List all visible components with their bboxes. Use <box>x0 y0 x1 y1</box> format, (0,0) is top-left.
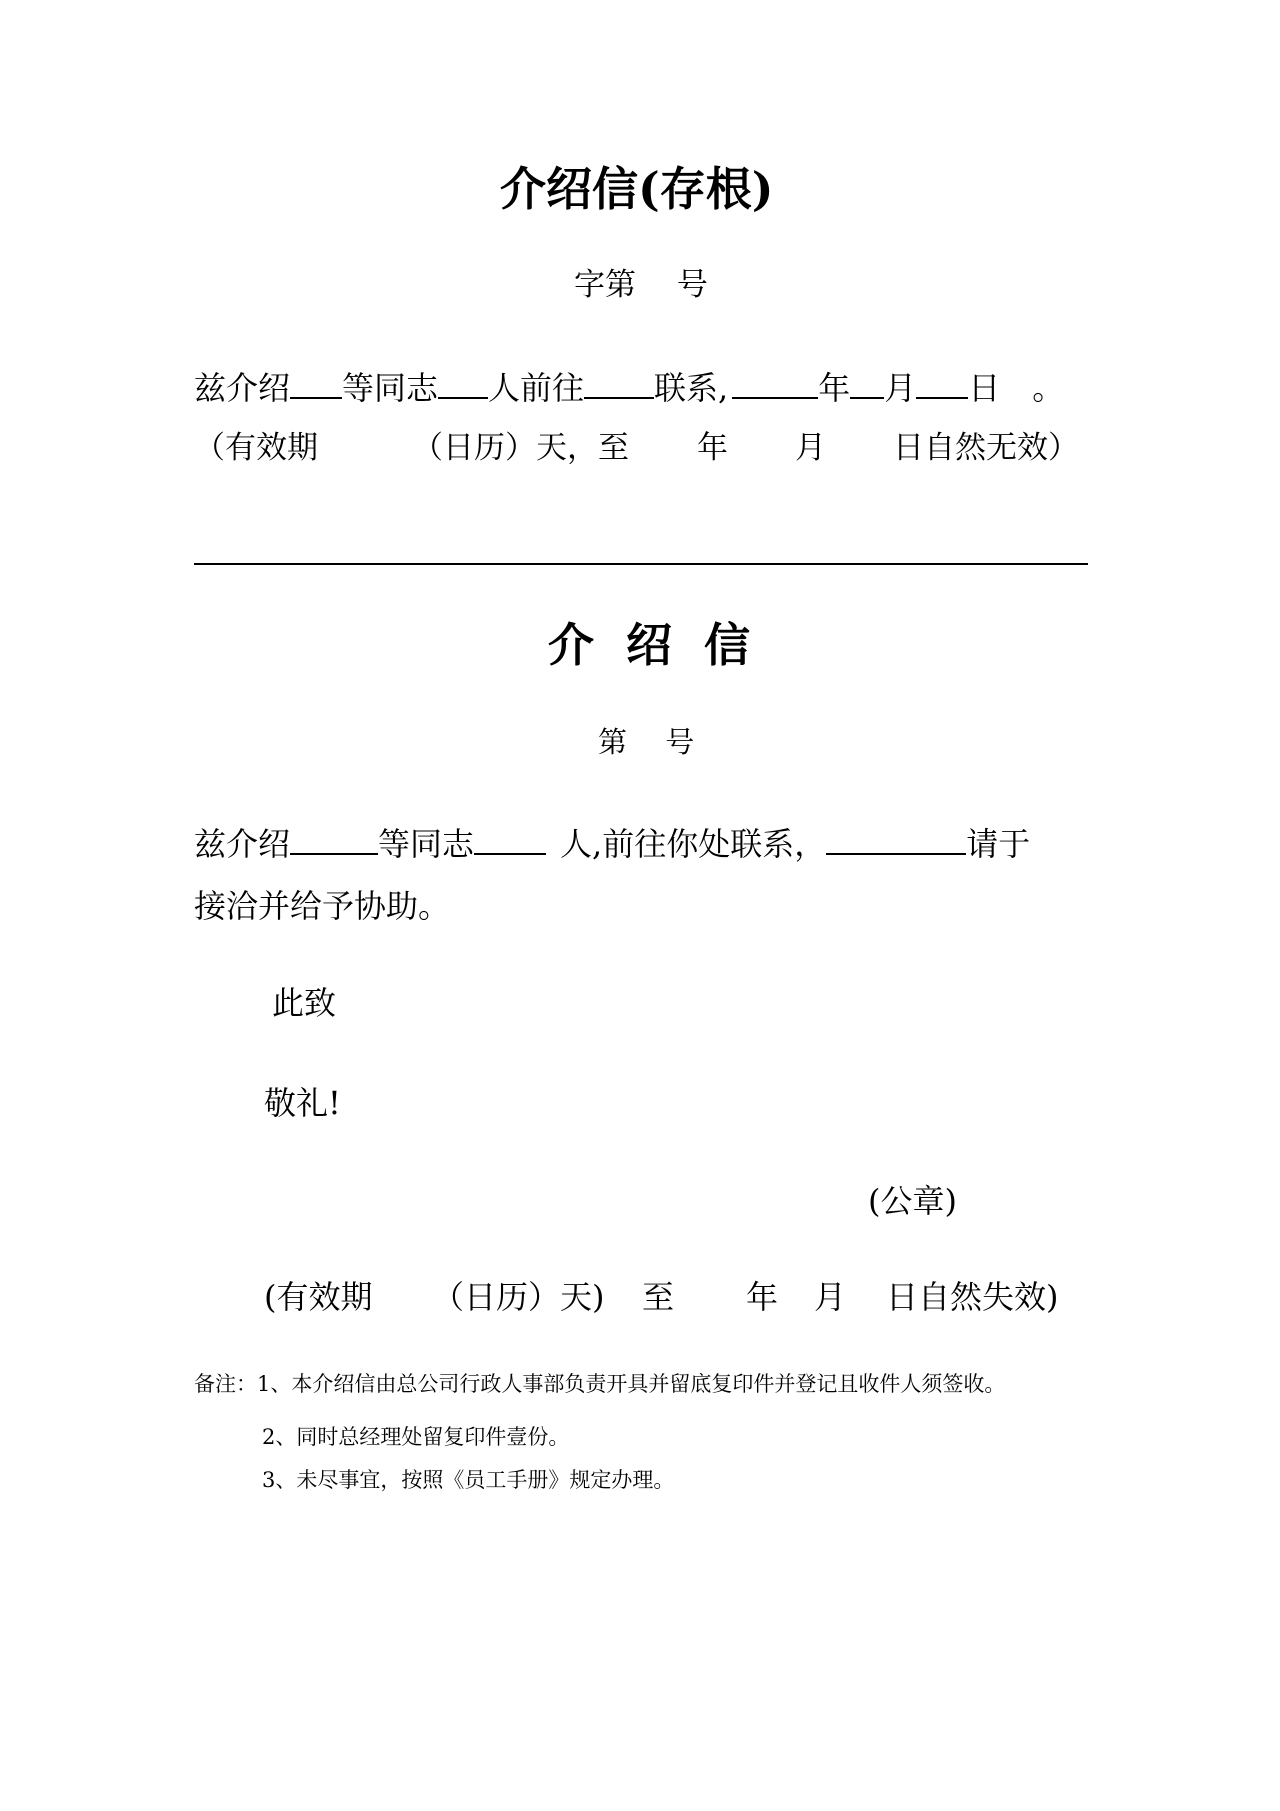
stub-comrade-text: 等同志 <box>342 369 439 407</box>
letter-salutation: 此致 <box>272 984 337 1022</box>
stub-day-text: 日 。 <box>968 369 1065 407</box>
stub-validity-5: 日自然无效） <box>893 430 1079 466</box>
stub-intro-text: 兹介绍 <box>194 369 291 407</box>
letter-contact-text: 人,前往你处联系， <box>560 825 827 863</box>
stub-validity-4: 月 <box>795 430 826 466</box>
stub-go-text: 人前往 <box>488 369 585 407</box>
letter-closing: 敬礼! <box>264 1084 341 1122</box>
stub-blank-place <box>584 367 654 399</box>
stub-blank-month <box>850 367 884 399</box>
letter-blank-name <box>290 823 378 855</box>
stub-blank-name <box>290 367 342 399</box>
letter-blank-count <box>474 823 546 855</box>
letter-intro-text: 兹介绍 <box>194 825 291 863</box>
letter-validity-3: 至 <box>642 1278 675 1316</box>
letter-body-line-1 <box>194 823 1031 863</box>
letter-validity-6: 日自然失效) <box>886 1278 1059 1316</box>
stub-number-line: 字第 号 <box>574 267 708 303</box>
letter-blank-matter <box>826 823 966 855</box>
letter-comrade-text: 等同志 <box>378 825 475 863</box>
stub-intro-line <box>194 367 1065 407</box>
notes-label: 备注： <box>194 1372 257 1396</box>
cut-divider-line <box>194 563 1088 565</box>
stub-validity-1: （有效期 <box>194 430 318 466</box>
stub-month-text: 月 <box>884 369 917 407</box>
letter-please-text: 请于 <box>966 825 1031 863</box>
stub-blank-year <box>732 367 818 399</box>
stub-blank-count <box>438 367 488 399</box>
stub-title: 介绍信(存根) <box>500 162 774 216</box>
letter-validity-4: 年 <box>746 1278 779 1316</box>
stub-validity-2: （日历）天，至 <box>412 430 629 466</box>
note-item: 1、本介绍信由总公司行政人事部负责开具并留底复印件并登记且收件人须签收。 <box>257 1372 1006 1396</box>
note-item: 2、同时总经理处留复印件壹份。 <box>262 1425 570 1449</box>
letter-validity-5: 月 <box>814 1278 847 1316</box>
notes-block <box>194 1374 1005 1395</box>
stub-validity-3: 年 <box>697 430 728 466</box>
note-item: 3、未尽事宜，按照《员工手册》规定办理。 <box>262 1468 675 1492</box>
stub-contact-text: 联系, <box>654 369 729 407</box>
letter-validity-2: （日历）天) <box>432 1278 605 1316</box>
letter-body-line-2: 接洽并给予协助。 <box>194 887 451 925</box>
stub-year-text: 年 <box>818 369 851 407</box>
letter-title: 介 绍 信 <box>548 618 759 672</box>
letter-validity-1: (有效期 <box>264 1278 373 1316</box>
stub-blank-day <box>916 367 968 399</box>
letter-number-line: 第 号 <box>598 725 695 759</box>
official-seal-label: (公章) <box>868 1182 957 1220</box>
